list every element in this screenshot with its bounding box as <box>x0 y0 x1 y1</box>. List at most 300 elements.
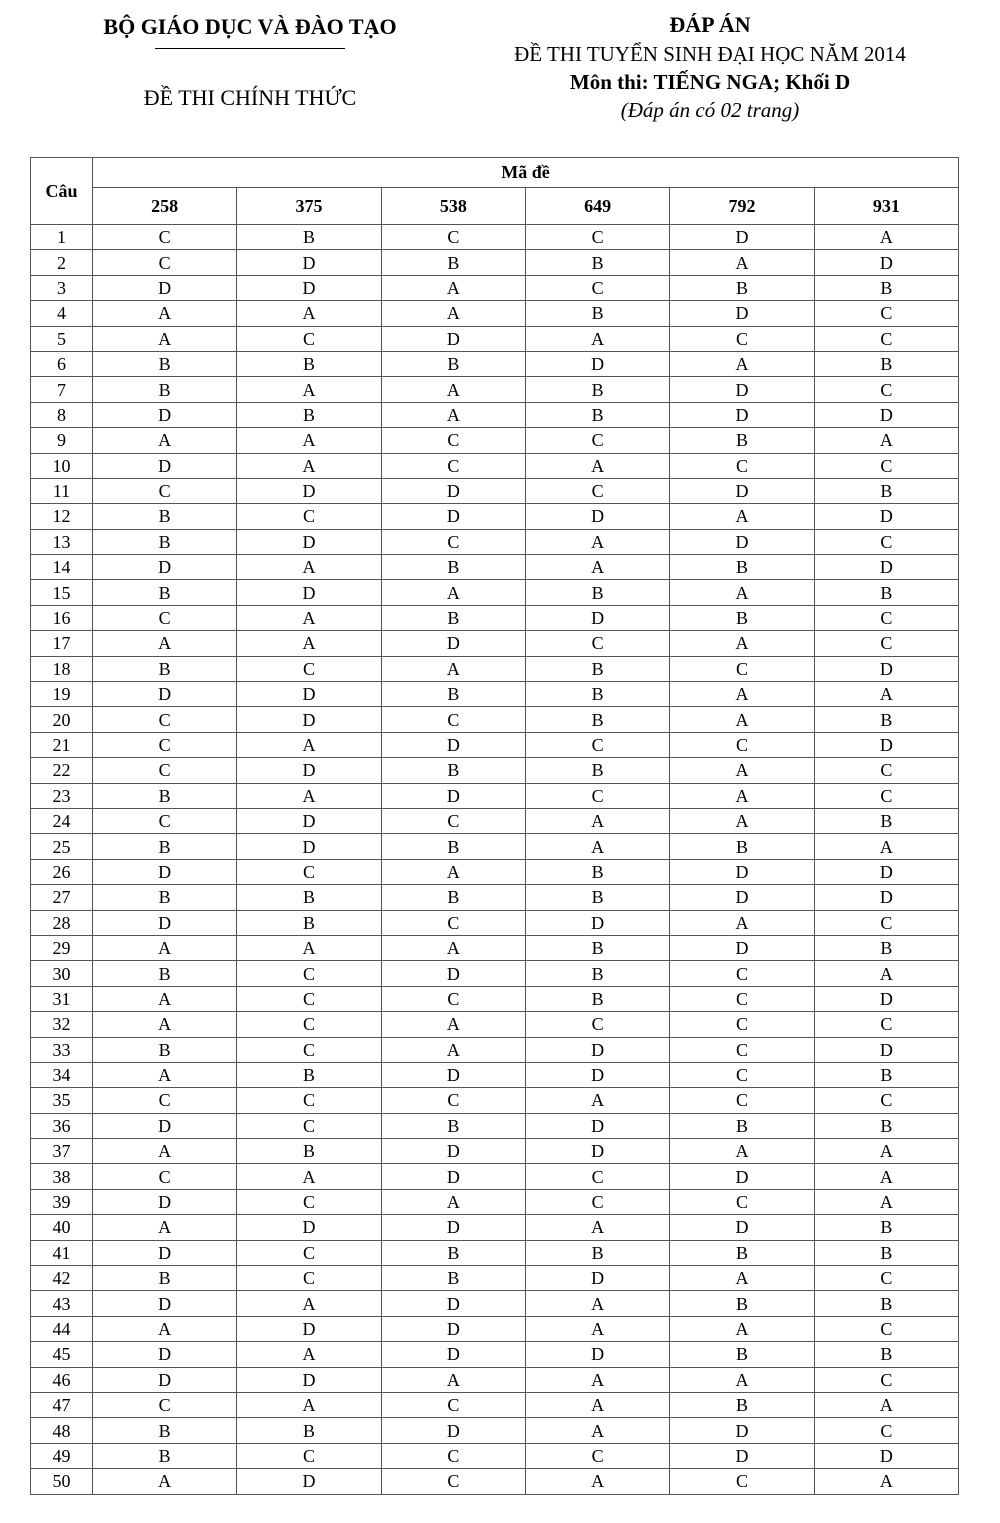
answer-cell: A <box>237 605 381 630</box>
answer-cell: B <box>814 1342 958 1367</box>
question-number-cell: 39 <box>31 1189 93 1214</box>
answer-cell: C <box>237 1012 381 1037</box>
answer-cell: C <box>93 732 237 757</box>
answer-cell: A <box>93 1316 237 1341</box>
page-count-note: (Đáp án có 02 trang) <box>620 98 800 122</box>
header-left <box>60 10 440 113</box>
table-row <box>31 326 959 351</box>
answer-cell: A <box>93 631 237 656</box>
table-row <box>31 631 959 656</box>
answer-cell: C <box>525 732 669 757</box>
answer-cell: B <box>93 1266 237 1291</box>
answer-cell: B <box>93 783 237 808</box>
question-number-cell: 5 <box>31 326 93 351</box>
answer-cell: A <box>93 1469 237 1494</box>
table-row <box>31 961 959 986</box>
answer-cell: D <box>381 326 525 351</box>
answer-cell: B <box>381 351 525 376</box>
answer-cell: D <box>237 580 381 605</box>
question-number-cell: 26 <box>31 859 93 884</box>
question-number-cell: 9 <box>31 428 93 453</box>
answer-cell: C <box>814 783 958 808</box>
answer-cell: D <box>525 504 669 529</box>
answer-cell: C <box>381 986 525 1011</box>
question-number-cell: 34 <box>31 1062 93 1087</box>
question-number-cell: 19 <box>31 682 93 707</box>
question-number-cell: 43 <box>31 1291 93 1316</box>
answer-cell: D <box>381 631 525 656</box>
table-row <box>31 1443 959 1468</box>
table-row <box>31 1367 959 1392</box>
question-number-cell: 15 <box>31 580 93 605</box>
answer-cell: D <box>525 1113 669 1138</box>
answer-cell: D <box>93 859 237 884</box>
question-number-cell: 18 <box>31 656 93 681</box>
answer-cell: D <box>237 478 381 503</box>
answer-cell: C <box>525 631 669 656</box>
answer-cell: B <box>93 529 237 554</box>
table-row <box>31 529 959 554</box>
answer-cell: D <box>814 859 958 884</box>
exam-code-header: 649 <box>525 188 669 225</box>
table-row <box>31 986 959 1011</box>
answer-cell: D <box>237 1215 381 1240</box>
question-number-cell: 42 <box>31 1266 93 1291</box>
exam-name: ĐỀ THI TUYỂN SINH ĐẠI HỌC NĂM 2014 <box>514 42 906 66</box>
answer-cell: B <box>525 682 669 707</box>
answer-cell: A <box>381 935 525 960</box>
table-row <box>31 808 959 833</box>
answer-cell: B <box>381 885 525 910</box>
answer-cell: A <box>670 631 814 656</box>
question-number-cell: 35 <box>31 1088 93 1113</box>
answer-cell: D <box>237 707 381 732</box>
table-row <box>31 1316 959 1341</box>
answer-cell: B <box>814 1240 958 1265</box>
answer-cell: C <box>237 1037 381 1062</box>
answer-cell: D <box>381 961 525 986</box>
answer-cell: C <box>670 1037 814 1062</box>
answer-cell: B <box>93 1443 237 1468</box>
table-row <box>31 1164 959 1189</box>
question-number-cell: 44 <box>31 1316 93 1341</box>
table-row <box>31 301 959 326</box>
answer-cell: A <box>670 580 814 605</box>
answer-cell: A <box>814 428 958 453</box>
answer-cell: B <box>237 225 381 250</box>
answer-cell: D <box>93 275 237 300</box>
answer-cell: D <box>237 834 381 859</box>
answer-cell: C <box>93 250 237 275</box>
answer-cell: C <box>670 1189 814 1214</box>
exam-code-header: 538 <box>381 188 525 225</box>
answer-cell: A <box>670 758 814 783</box>
answer-cell: B <box>525 250 669 275</box>
answer-cell: D <box>814 732 958 757</box>
answer-cell: D <box>670 377 814 402</box>
answer-cell: D <box>381 1215 525 1240</box>
answer-cell: D <box>381 1291 525 1316</box>
answer-cell: A <box>237 428 381 453</box>
answer-cell: B <box>525 986 669 1011</box>
answer-cell: C <box>93 605 237 630</box>
answer-cell: D <box>525 1037 669 1062</box>
answer-cell: A <box>237 1164 381 1189</box>
exam-code-header-row <box>31 188 959 225</box>
answer-cell: B <box>814 580 958 605</box>
answer-cell: A <box>237 631 381 656</box>
answer-cell: C <box>237 1443 381 1468</box>
table-row <box>31 428 959 453</box>
answer-cell: D <box>381 732 525 757</box>
answer-cell: D <box>237 682 381 707</box>
answer-cell: D <box>237 529 381 554</box>
answer-cell: A <box>525 1291 669 1316</box>
answer-cell: B <box>93 377 237 402</box>
answer-cell: C <box>237 1088 381 1113</box>
table-row <box>31 580 959 605</box>
answer-cell: C <box>525 275 669 300</box>
table-row <box>31 605 959 630</box>
table-row <box>31 275 959 300</box>
answer-cell: A <box>93 986 237 1011</box>
table-row <box>31 1215 959 1240</box>
answer-cell: C <box>670 656 814 681</box>
answer-cell: B <box>814 478 958 503</box>
exam-code-header: 792 <box>670 188 814 225</box>
answer-cell: A <box>93 1012 237 1037</box>
table-row <box>31 859 959 884</box>
answer-cell: D <box>525 1139 669 1164</box>
table-row <box>31 1062 959 1087</box>
answer-cell: A <box>525 1367 669 1392</box>
answer-cell: C <box>525 225 669 250</box>
answer-cell: B <box>525 961 669 986</box>
answer-cell: A <box>670 808 814 833</box>
question-number-cell: 12 <box>31 504 93 529</box>
answer-cell: A <box>670 1266 814 1291</box>
answer-cell: A <box>381 1367 525 1392</box>
answer-cell: D <box>814 250 958 275</box>
answer-cell: A <box>670 783 814 808</box>
answer-cell: A <box>670 910 814 935</box>
answer-cell: D <box>525 1266 669 1291</box>
answer-cell: A <box>814 834 958 859</box>
answer-cell: B <box>814 1113 958 1138</box>
question-number-cell: 11 <box>31 478 93 503</box>
answer-cell: A <box>93 301 237 326</box>
answer-cell: A <box>93 1139 237 1164</box>
answer-cell: A <box>814 1469 958 1494</box>
answer-cell: B <box>93 656 237 681</box>
answer-cell: A <box>525 1392 669 1417</box>
answer-cell: D <box>381 478 525 503</box>
answer-cell: A <box>93 326 237 351</box>
answer-cell: D <box>381 504 525 529</box>
answer-cell: C <box>93 1392 237 1417</box>
answer-cell: B <box>670 1113 814 1138</box>
answer-cell: C <box>814 1418 958 1443</box>
question-number-cell: 36 <box>31 1113 93 1138</box>
answer-cell: C <box>381 808 525 833</box>
question-number-cell: 4 <box>31 301 93 326</box>
answer-cell: B <box>381 682 525 707</box>
answer-cell: D <box>237 1316 381 1341</box>
table-row <box>31 1012 959 1037</box>
answer-cell: C <box>814 326 958 351</box>
answer-cell: B <box>525 859 669 884</box>
question-number-cell: 1 <box>31 225 93 250</box>
answer-cell: D <box>93 1113 237 1138</box>
answer-cell: A <box>93 935 237 960</box>
question-number-cell: 45 <box>31 1342 93 1367</box>
header-right <box>460 10 960 124</box>
answer-cell: C <box>93 808 237 833</box>
question-number-cell: 41 <box>31 1240 93 1265</box>
answer-cell: A <box>237 555 381 580</box>
answer-cell: D <box>670 529 814 554</box>
answer-cell: A <box>381 859 525 884</box>
answer-cell: C <box>381 1469 525 1494</box>
answer-cell: B <box>93 834 237 859</box>
question-number-cell: 7 <box>31 377 93 402</box>
answer-cell: C <box>814 910 958 935</box>
answer-cell: B <box>381 605 525 630</box>
answer-cell: D <box>525 1062 669 1087</box>
answer-cell: C <box>93 1088 237 1113</box>
table-row <box>31 1418 959 1443</box>
answer-cell: B <box>525 377 669 402</box>
answer-cell: B <box>525 1240 669 1265</box>
answer-cell: C <box>670 1469 814 1494</box>
answer-cell: B <box>670 1291 814 1316</box>
ministry-name: BỘ GIÁO DỤC VÀ ĐÀO TẠO <box>103 14 397 39</box>
answer-cell: B <box>814 1215 958 1240</box>
answer-key-title: ĐÁP ÁN <box>669 12 751 37</box>
question-number-cell: 46 <box>31 1367 93 1392</box>
answer-cell: C <box>814 1316 958 1341</box>
table-row <box>31 1189 959 1214</box>
table-row <box>31 910 959 935</box>
answer-cell: A <box>93 1062 237 1087</box>
question-number-cell: 28 <box>31 910 93 935</box>
answer-cell: D <box>93 402 237 427</box>
answer-cell: C <box>814 631 958 656</box>
answer-cell: A <box>525 326 669 351</box>
answer-cell: A <box>525 834 669 859</box>
answer-cell: C <box>237 1189 381 1214</box>
answer-cell: A <box>381 1012 525 1037</box>
answer-cell: C <box>93 225 237 250</box>
answer-cell: A <box>670 504 814 529</box>
answer-cell: A <box>670 682 814 707</box>
exam-subject: Môn thi: TIẾNG NGA; Khối D <box>569 70 851 94</box>
answer-cell: A <box>670 351 814 376</box>
exam-code-header: 931 <box>814 188 958 225</box>
answer-cell: A <box>381 275 525 300</box>
answer-cell: A <box>93 1215 237 1240</box>
answer-cell: A <box>525 555 669 580</box>
answer-cell: D <box>670 885 814 910</box>
answer-cell: D <box>237 1367 381 1392</box>
answer-cell: D <box>93 1189 237 1214</box>
answer-cell: C <box>814 1012 958 1037</box>
answer-cell: C <box>381 1443 525 1468</box>
answer-cell: A <box>670 1367 814 1392</box>
answer-cell: C <box>525 428 669 453</box>
answer-cell: B <box>381 1240 525 1265</box>
table-row <box>31 783 959 808</box>
answer-cell: B <box>237 402 381 427</box>
answer-cell: A <box>237 783 381 808</box>
answer-cell: B <box>93 351 237 376</box>
answer-cell: B <box>237 351 381 376</box>
answer-cell: B <box>525 580 669 605</box>
answer-cell: B <box>814 351 958 376</box>
answer-cell: D <box>525 605 669 630</box>
answer-cell: D <box>381 1139 525 1164</box>
question-number-cell: 14 <box>31 555 93 580</box>
answer-cell: B <box>670 1342 814 1367</box>
answer-cell: D <box>381 1062 525 1087</box>
answer-table-body <box>31 225 959 1495</box>
table-row <box>31 377 959 402</box>
table-row <box>31 478 959 503</box>
question-number-cell: 23 <box>31 783 93 808</box>
answer-cell: D <box>525 910 669 935</box>
table-row <box>31 1291 959 1316</box>
answer-cell: B <box>670 428 814 453</box>
answer-cell: C <box>670 961 814 986</box>
answer-cell: B <box>93 961 237 986</box>
answer-cell: C <box>237 986 381 1011</box>
answer-cell: D <box>237 1469 381 1494</box>
answer-cell: A <box>814 1164 958 1189</box>
answer-cell: D <box>670 402 814 427</box>
answer-cell: A <box>381 1189 525 1214</box>
table-row <box>31 225 959 250</box>
answer-cell: D <box>93 555 237 580</box>
answer-cell: B <box>237 1139 381 1164</box>
answer-cell: A <box>237 1342 381 1367</box>
table-row <box>31 453 959 478</box>
answer-cell: A <box>381 1037 525 1062</box>
answer-cell: D <box>814 402 958 427</box>
table-row <box>31 1240 959 1265</box>
answer-cell: D <box>670 1164 814 1189</box>
question-number-cell: 37 <box>31 1139 93 1164</box>
question-number-cell: 8 <box>31 402 93 427</box>
answer-cell: D <box>381 783 525 808</box>
exam-code-header: 375 <box>237 188 381 225</box>
answer-cell: A <box>525 1418 669 1443</box>
answer-cell: B <box>525 935 669 960</box>
answer-cell: C <box>814 1088 958 1113</box>
table-row <box>31 504 959 529</box>
question-number-cell: 24 <box>31 808 93 833</box>
answer-cell: B <box>670 605 814 630</box>
question-number-cell: 17 <box>31 631 93 656</box>
table-row <box>31 351 959 376</box>
answer-cell: D <box>381 1342 525 1367</box>
table-row <box>31 555 959 580</box>
question-number-cell: 3 <box>31 275 93 300</box>
question-number-cell: 29 <box>31 935 93 960</box>
answer-cell: C <box>237 1113 381 1138</box>
answer-cell: C <box>670 1062 814 1087</box>
answer-cell: B <box>525 402 669 427</box>
answer-cell: C <box>381 529 525 554</box>
question-number-cell: 21 <box>31 732 93 757</box>
answer-cell: C <box>814 377 958 402</box>
answer-cell: A <box>670 1316 814 1341</box>
answer-cell: D <box>237 808 381 833</box>
answer-cell: C <box>381 453 525 478</box>
question-number-cell: 47 <box>31 1392 93 1417</box>
answer-cell: C <box>237 859 381 884</box>
answer-cell: B <box>237 910 381 935</box>
question-number-cell: 2 <box>31 250 93 275</box>
answer-cell: D <box>814 656 958 681</box>
table-row <box>31 885 959 910</box>
answer-cell: D <box>525 351 669 376</box>
answer-cell: C <box>237 1240 381 1265</box>
answer-cell: A <box>381 301 525 326</box>
answer-cell: A <box>525 1215 669 1240</box>
answer-cell: D <box>670 935 814 960</box>
answer-cell: D <box>814 986 958 1011</box>
answer-cell: A <box>814 1139 958 1164</box>
answer-cell: C <box>237 326 381 351</box>
answer-cell: B <box>814 1291 958 1316</box>
answer-cell: A <box>525 808 669 833</box>
answer-cell: B <box>525 758 669 783</box>
answer-cell: B <box>381 555 525 580</box>
answer-cell: D <box>93 1367 237 1392</box>
answer-table <box>30 157 959 1495</box>
answer-cell: B <box>381 1266 525 1291</box>
official-exam-label: ĐỀ THI CHÍNH THỨC <box>143 85 357 110</box>
answer-cell: B <box>525 301 669 326</box>
table-row <box>31 1469 959 1494</box>
question-number-cell: 10 <box>31 453 93 478</box>
answer-cell: C <box>237 961 381 986</box>
answer-cell: C <box>670 1012 814 1037</box>
answer-cell: D <box>237 275 381 300</box>
answer-cell: D <box>93 1240 237 1265</box>
answer-cell: A <box>814 682 958 707</box>
answer-cell: D <box>814 1443 958 1468</box>
answer-cell: A <box>381 656 525 681</box>
table-row <box>31 732 959 757</box>
answer-cell: D <box>670 859 814 884</box>
answer-cell: D <box>93 453 237 478</box>
answer-cell: A <box>525 529 669 554</box>
answer-cell: A <box>93 428 237 453</box>
answer-cell: A <box>525 1469 669 1494</box>
answer-cell: D <box>93 682 237 707</box>
question-number-cell: 48 <box>31 1418 93 1443</box>
answer-cell: A <box>814 225 958 250</box>
table-row <box>31 1037 959 1062</box>
table-row <box>31 1266 959 1291</box>
answer-cell: C <box>237 656 381 681</box>
answer-cell: B <box>237 1418 381 1443</box>
answer-cell: A <box>237 935 381 960</box>
question-number-cell: 33 <box>31 1037 93 1062</box>
answer-cell: C <box>237 1266 381 1291</box>
question-number-cell: 16 <box>31 605 93 630</box>
